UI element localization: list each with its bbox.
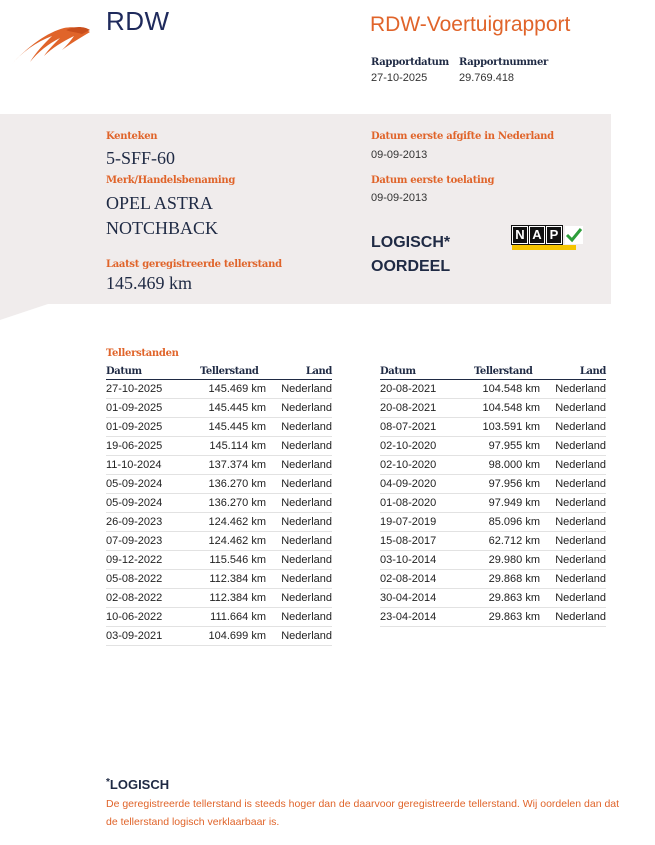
cell-land: Nederland bbox=[540, 551, 606, 570]
cell-datum: 03-09-2021 bbox=[106, 627, 200, 646]
cell-datum: 08-07-2021 bbox=[380, 418, 474, 437]
vehicle-summary-panel bbox=[0, 114, 611, 304]
cell-datum: 02-10-2020 bbox=[380, 456, 474, 475]
cell-datum: 02-10-2020 bbox=[380, 437, 474, 456]
cell-tellerstand: 136.270 km bbox=[200, 494, 266, 513]
cell-datum: 30-04-2014 bbox=[380, 589, 474, 608]
cell-datum: 01-09-2025 bbox=[106, 399, 200, 418]
cell-datum: 27-10-2025 bbox=[106, 380, 200, 399]
cell-datum: 05-09-2024 bbox=[106, 475, 200, 494]
table-row bbox=[106, 570, 332, 589]
report-title: RDW-Voertuigrapport bbox=[370, 13, 571, 36]
cell-datum: 01-09-2025 bbox=[106, 418, 200, 437]
cell-datum: 02-08-2014 bbox=[380, 570, 474, 589]
nap-letter-n: N bbox=[512, 226, 528, 244]
table-row bbox=[106, 437, 332, 456]
merk-label: Merk/Handelsbenaming bbox=[106, 175, 236, 186]
cell-datum: 09-12-2022 bbox=[106, 551, 200, 570]
cell-datum: 26-09-2023 bbox=[106, 513, 200, 532]
cell-land: Nederland bbox=[540, 437, 606, 456]
kenteken-label: Kenteken bbox=[106, 131, 158, 142]
cell-tellerstand: 112.384 km bbox=[200, 570, 266, 589]
merk-line1: OPEL ASTRA bbox=[106, 193, 213, 213]
rapportdatum-value: 27-10-2025 bbox=[371, 72, 428, 84]
footer-title bbox=[106, 777, 169, 792]
table-row bbox=[106, 627, 332, 646]
cell-land: Nederland bbox=[266, 437, 332, 456]
cell-tellerstand: 103.591 km bbox=[474, 418, 540, 437]
cell-datum: 20-08-2021 bbox=[380, 399, 474, 418]
cell-tellerstand: 124.462 km bbox=[200, 513, 266, 532]
cell-land: Nederland bbox=[540, 608, 606, 627]
cell-tellerstand: 29.863 km bbox=[474, 608, 540, 627]
table-row bbox=[380, 475, 606, 494]
cell-datum: 20-08-2021 bbox=[380, 380, 474, 399]
rapportdatum-block bbox=[371, 57, 449, 84]
table-row bbox=[380, 589, 606, 608]
col-datum: Datum bbox=[106, 363, 200, 380]
cell-land: Nederland bbox=[266, 494, 332, 513]
cell-tellerstand: 137.374 km bbox=[200, 456, 266, 475]
table-row bbox=[106, 456, 332, 475]
table-row bbox=[106, 494, 332, 513]
cell-tellerstand: 97.956 km bbox=[474, 475, 540, 494]
col-land: Land bbox=[540, 363, 606, 380]
cell-land: Nederland bbox=[540, 532, 606, 551]
col-datum: Datum bbox=[380, 363, 474, 380]
cell-tellerstand: 115.546 km bbox=[200, 551, 266, 570]
nap-yellow-bar bbox=[512, 245, 576, 250]
cell-land: Nederland bbox=[540, 589, 606, 608]
cell-tellerstand: 85.096 km bbox=[474, 513, 540, 532]
cell-datum: 02-08-2022 bbox=[106, 589, 200, 608]
cell-datum: 10-06-2022 bbox=[106, 608, 200, 627]
table-row bbox=[380, 608, 606, 627]
cell-land: Nederland bbox=[266, 418, 332, 437]
tellerstand-label: Laatst geregistreerde tellerstand bbox=[106, 259, 282, 270]
cell-tellerstand: 104.548 km bbox=[474, 399, 540, 418]
rapportnummer-value: 29.769.418 bbox=[459, 72, 515, 84]
table-row bbox=[106, 513, 332, 532]
nap-letter-a: A bbox=[529, 226, 545, 244]
cell-land: Nederland bbox=[266, 627, 332, 646]
tellerstand-value: 145.469 km bbox=[106, 273, 193, 293]
cell-tellerstand: 29.868 km bbox=[474, 570, 540, 589]
table-row bbox=[106, 475, 332, 494]
cell-land: Nederland bbox=[540, 418, 606, 437]
checkmark-icon bbox=[565, 226, 583, 244]
footer-text: De geregistreerde tellerstand is steeds hoger dan de daarvoor geregistreerde tellerstand. Wij oordelen dan dat de tellerstand logisch verklaarbaar is. bbox=[106, 798, 620, 828]
table-row bbox=[380, 456, 606, 475]
cell-datum: 05-09-2024 bbox=[106, 494, 200, 513]
table-row bbox=[106, 551, 332, 570]
cell-land: Nederland bbox=[266, 589, 332, 608]
cell-land: Nederland bbox=[266, 475, 332, 494]
cell-land: Nederland bbox=[266, 456, 332, 475]
cell-land: Nederland bbox=[266, 570, 332, 589]
table-header-row bbox=[106, 363, 332, 380]
table-row bbox=[380, 418, 606, 437]
cell-land: Nederland bbox=[540, 456, 606, 475]
nap-letter-p: P bbox=[546, 226, 562, 244]
cell-datum: 19-06-2025 bbox=[106, 437, 200, 456]
cell-land: Nederland bbox=[266, 380, 332, 399]
table-row bbox=[380, 494, 606, 513]
merk-line2: NOTCHBACK bbox=[106, 218, 219, 238]
cell-datum: 03-10-2014 bbox=[380, 551, 474, 570]
cell-land: Nederland bbox=[266, 513, 332, 532]
cell-tellerstand: 29.980 km bbox=[474, 551, 540, 570]
cell-land: Nederland bbox=[540, 380, 606, 399]
table-row bbox=[106, 380, 332, 399]
odometer-table-right bbox=[380, 363, 606, 627]
cell-tellerstand: 62.712 km bbox=[474, 532, 540, 551]
cell-datum: 23-04-2014 bbox=[380, 608, 474, 627]
cell-tellerstand: 104.548 km bbox=[474, 380, 540, 399]
table-row bbox=[106, 608, 332, 627]
cell-tellerstand: 29.863 km bbox=[474, 589, 540, 608]
table-row bbox=[380, 532, 606, 551]
table-header-row bbox=[380, 363, 606, 380]
cell-tellerstand: 104.699 km bbox=[200, 627, 266, 646]
cell-tellerstand: 145.445 km bbox=[200, 399, 266, 418]
oordeel-line1: LOGISCH* bbox=[371, 234, 451, 251]
cell-datum: 15-08-2017 bbox=[380, 532, 474, 551]
cell-datum: 19-07-2019 bbox=[380, 513, 474, 532]
cell-land: Nederland bbox=[266, 532, 332, 551]
cell-tellerstand: 98.000 km bbox=[474, 456, 540, 475]
col-tellerstand: Tellerstand bbox=[200, 363, 266, 380]
table-row bbox=[106, 418, 332, 437]
oordeel-block bbox=[371, 231, 450, 279]
cell-tellerstand: 111.664 km bbox=[200, 608, 266, 627]
rapportnummer-label: Rapportnummer bbox=[459, 57, 548, 68]
panel-notch bbox=[0, 304, 48, 320]
cell-land: Nederland bbox=[540, 399, 606, 418]
cell-datum: 05-08-2022 bbox=[106, 570, 200, 589]
cell-datum: 07-09-2023 bbox=[106, 532, 200, 551]
cell-tellerstand: 124.462 km bbox=[200, 532, 266, 551]
cell-land: Nederland bbox=[540, 475, 606, 494]
table-row bbox=[380, 437, 606, 456]
cell-tellerstand: 136.270 km bbox=[200, 475, 266, 494]
cell-tellerstand: 112.384 km bbox=[200, 589, 266, 608]
cell-tellerstand: 145.445 km bbox=[200, 418, 266, 437]
table-row bbox=[106, 589, 332, 608]
cell-land: Nederland bbox=[266, 399, 332, 418]
oordeel-line2: OORDEEL bbox=[371, 258, 451, 275]
col-land: Land bbox=[266, 363, 332, 380]
table-row bbox=[106, 399, 332, 418]
cell-datum: 11-10-2024 bbox=[106, 456, 200, 475]
cell-datum: 04-09-2020 bbox=[380, 475, 474, 494]
tellerstanden-title: Tellerstanden bbox=[106, 348, 179, 359]
footer-title-text: LOGISCH bbox=[109, 777, 170, 792]
col-tellerstand: Tellerstand bbox=[474, 363, 540, 380]
table-row bbox=[380, 551, 606, 570]
brand-name: RDW bbox=[106, 6, 170, 36]
cell-land: Nederland bbox=[266, 608, 332, 627]
cell-tellerstand: 97.949 km bbox=[474, 494, 540, 513]
rapportdatum-label: Rapportdatum bbox=[371, 57, 449, 68]
afgifte-label: Datum eerste afgifte in Nederland bbox=[371, 131, 554, 142]
cell-land: Nederland bbox=[540, 513, 606, 532]
toelating-value: 09-09-2013 bbox=[371, 192, 428, 204]
table-row bbox=[380, 570, 606, 589]
afgifte-value: 09-09-2013 bbox=[371, 149, 428, 161]
cell-land: Nederland bbox=[266, 551, 332, 570]
table-row bbox=[380, 513, 606, 532]
rapportnummer-block bbox=[459, 57, 548, 84]
cell-land: Nederland bbox=[540, 570, 606, 589]
odometer-table-left bbox=[106, 363, 332, 646]
footer-star: * bbox=[106, 777, 110, 788]
table-row bbox=[106, 532, 332, 551]
toelating-label: Datum eerste toelating bbox=[371, 175, 495, 186]
nap-logo bbox=[512, 226, 583, 244]
table-row bbox=[380, 399, 606, 418]
cell-tellerstand: 145.114 km bbox=[200, 437, 266, 456]
cell-datum: 01-08-2020 bbox=[380, 494, 474, 513]
cell-land: Nederland bbox=[540, 494, 606, 513]
table-row bbox=[380, 380, 606, 399]
cell-tellerstand: 97.955 km bbox=[474, 437, 540, 456]
kenteken-value: 5-SFF-60 bbox=[106, 148, 176, 168]
rdw-logo-icon bbox=[8, 22, 92, 70]
cell-tellerstand: 145.469 km bbox=[200, 380, 266, 399]
